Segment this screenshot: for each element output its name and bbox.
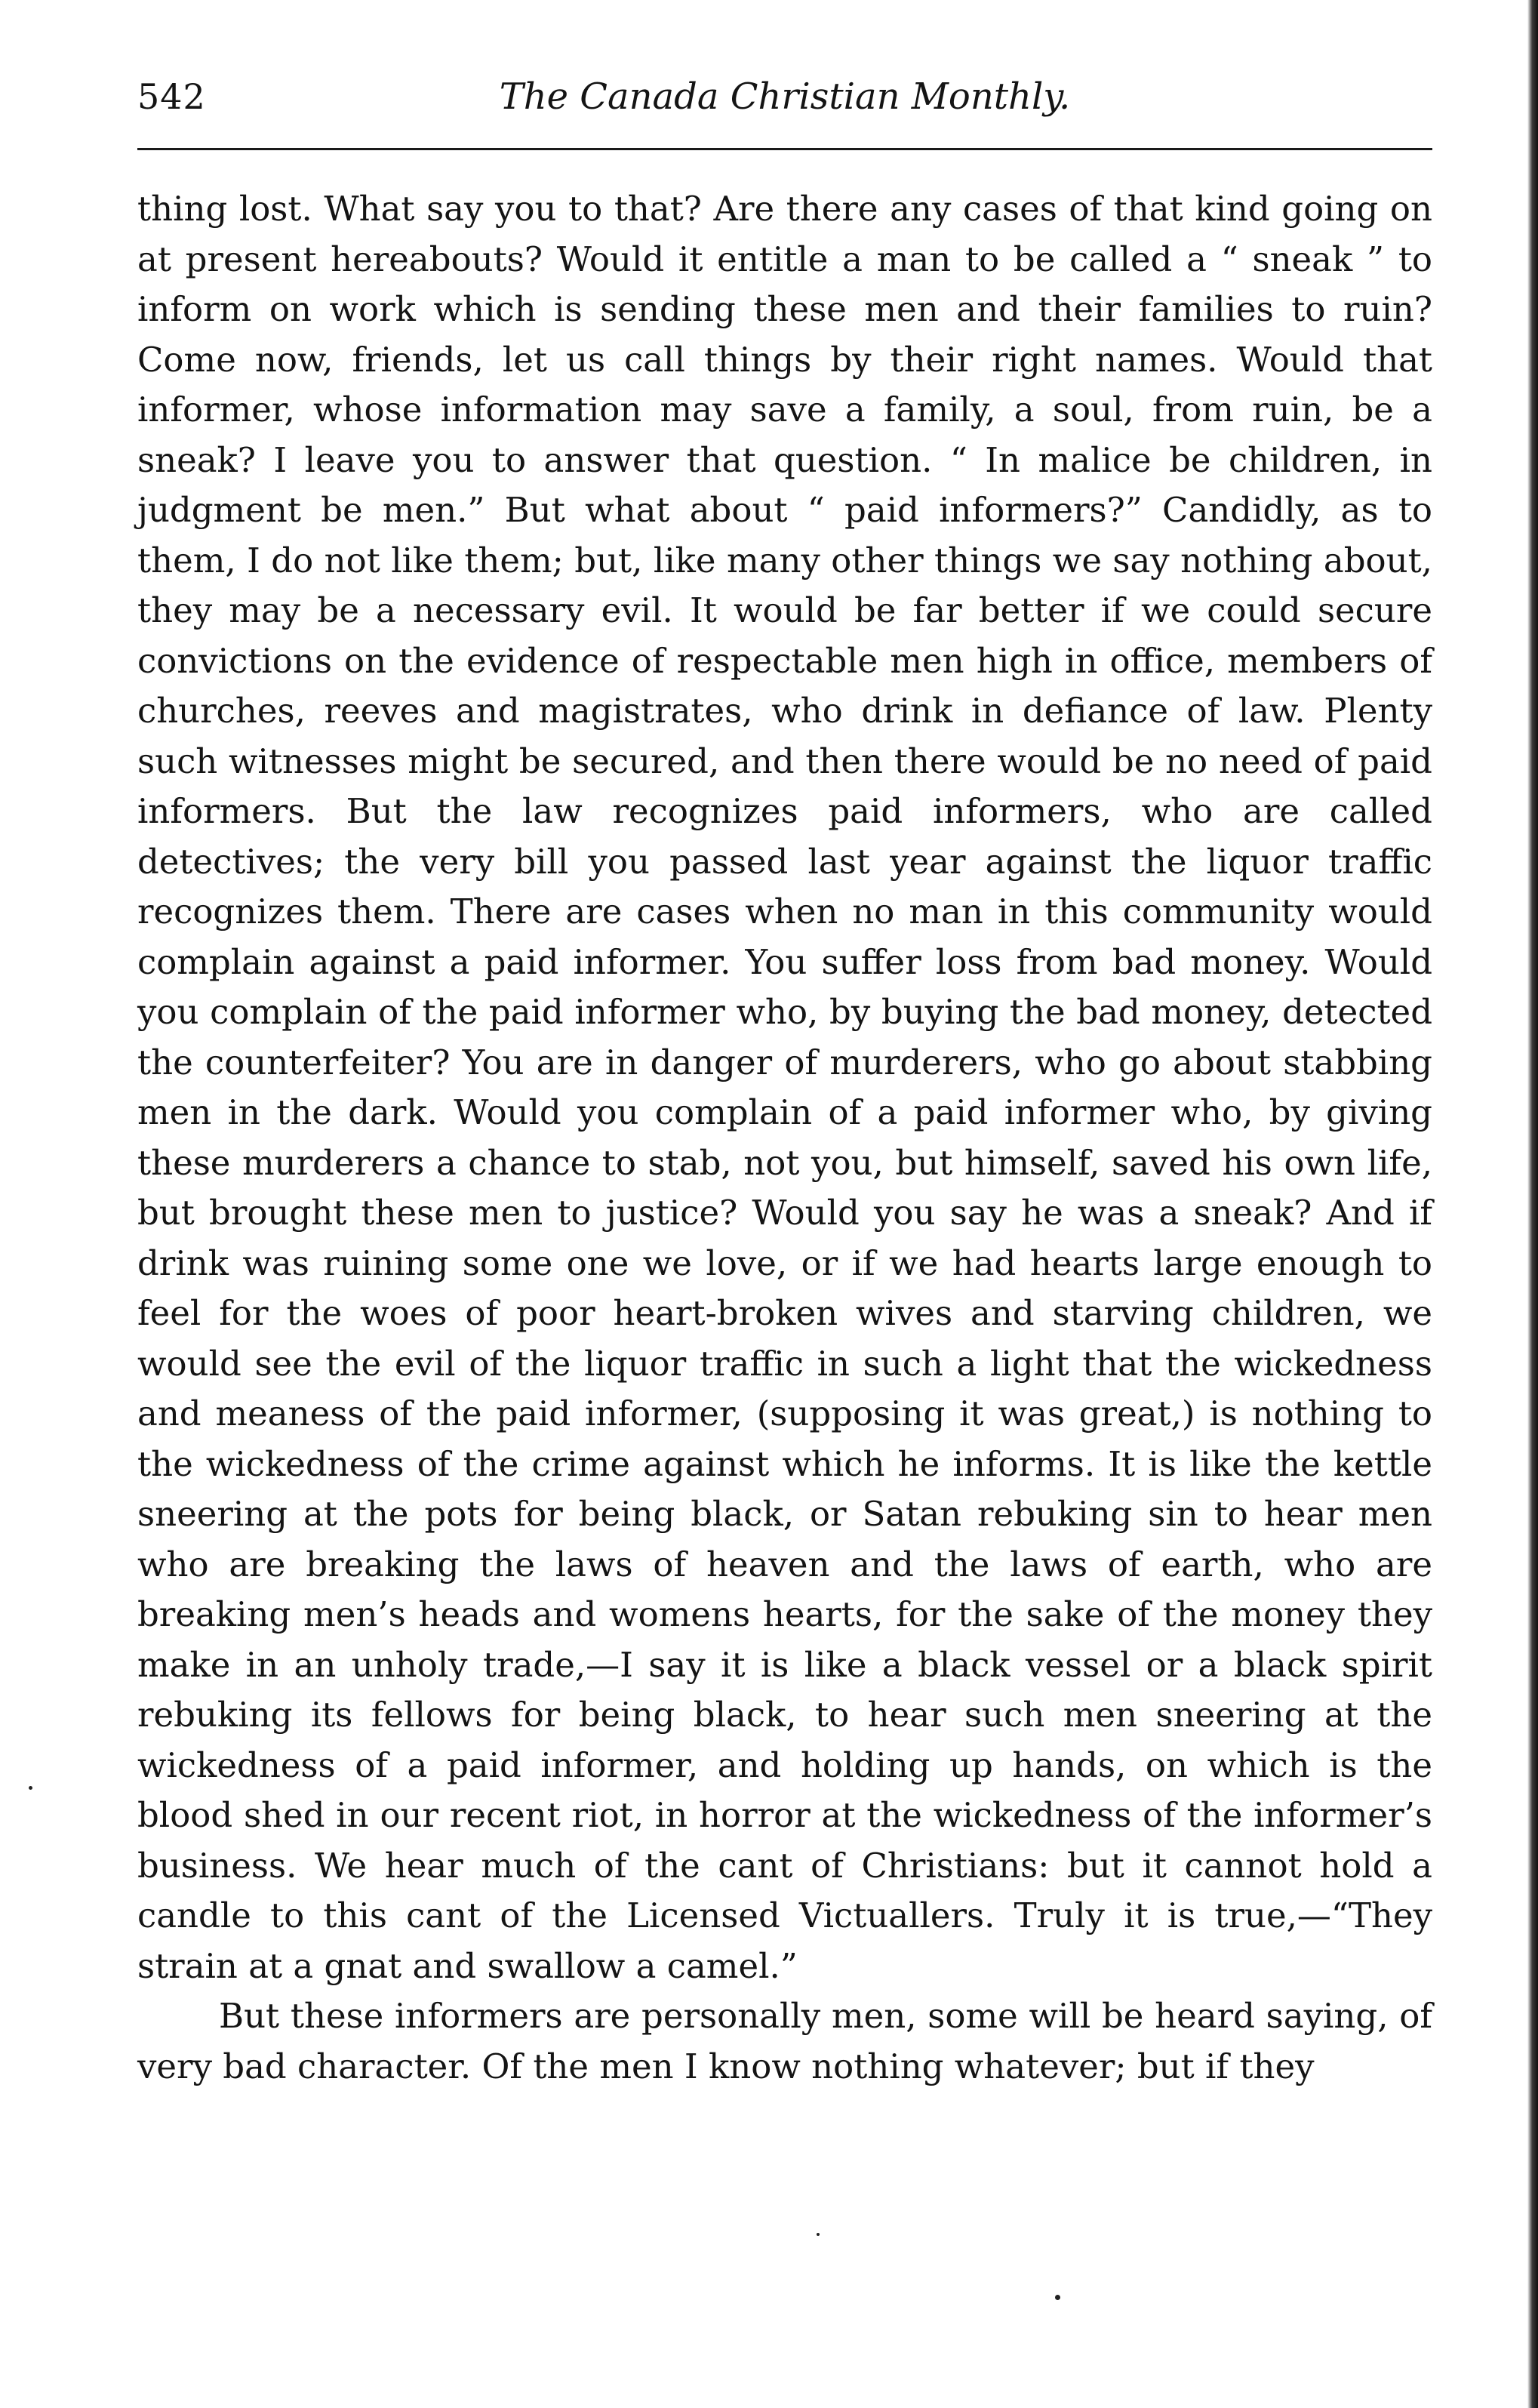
paragraph: thing lost. What say you to that? Are there any cases of that kind going on at present hereabouts? Would it entitle a man to be called a “ sneak ” to inform on work which is sending these men and their families to ruin? Come now, friends, let us call things by their right names. Would that informer, whose information may save a family, a soul, from ruin, be a sneak? I leave you to answer that question. “ In malice be children, in judgment be men.” But what about “ paid informers?” Candidly, as to them, I do not like them; but, like many other things we say nothing about, they may be a necessary evil. It would be far better if we could secure convictions on the evidence of respectable men high in office, members of churches, reeves and magistrates, who drink in defiance of law. Plenty such witnesses might be secured, and then there would be no need of paid informers. But the law recognizes paid informers, who are called detectives; the very bill you passed last year against the liquor traffic recognizes them. There are cases when no man in this community would complain against a paid informer. You suffer loss from bad money. Would you complain of the paid informer who, by buying the bad money, detected the counterfeiter? You are in danger of murderers, who go about stabbing men in the dark. Would you complain of a paid informer who, by giving these murderers a chance to stab, not you, but himself, saved his own life, but brought these men to justice? Would you say he was a sneak? And if drink was ruining some one we love, or if we had hearts large enough to feel for the woes of poor heart-broken wives and starving children, we would see the evil of the liquor traffic in such a light that the wickedness and meaness of the paid informer, (supposing it was great,) is nothing to the wickedness of the crime against which he informs. It is like the kettle sneering at the pots for being black, or Satan rebuking sin to hear men who are breaking the laws of heaven and the laws of earth, who are breaking men’s heads and womens hearts, for the sake of the money they make in an unholy trade,—I say it is like a black vessel or a black spirit rebuking its fellows for being black, to hear such men sneering at the wickedness of a paid informer, and holding up hands, on which is the blood shed in our recent riot, in horror at the wickedness of the informer’s business. We hear much of the cant of Christians: but it cannot hold a candle to this cant of the Licensed Victuallers. Truly it is true,—“They strain at a gnat and swallow a camel.” xyxy=(137,189,1432,1986)
print-speck xyxy=(817,2233,820,2236)
print-speck xyxy=(29,1786,32,1790)
paragraph: But these informers are personally men, some will be heard saying, of very bad character. Of the men I know nothing whatever; but if they xyxy=(137,1996,1432,2086)
header-rule xyxy=(137,148,1432,150)
print-speck xyxy=(1055,2295,1060,2300)
page-edge-shadow xyxy=(1527,0,1538,2408)
running-title: The Canada Christian Monthly. xyxy=(499,75,1071,118)
page-header xyxy=(137,66,1432,127)
page-number: 542 xyxy=(137,76,206,117)
article-body xyxy=(137,184,1432,2092)
